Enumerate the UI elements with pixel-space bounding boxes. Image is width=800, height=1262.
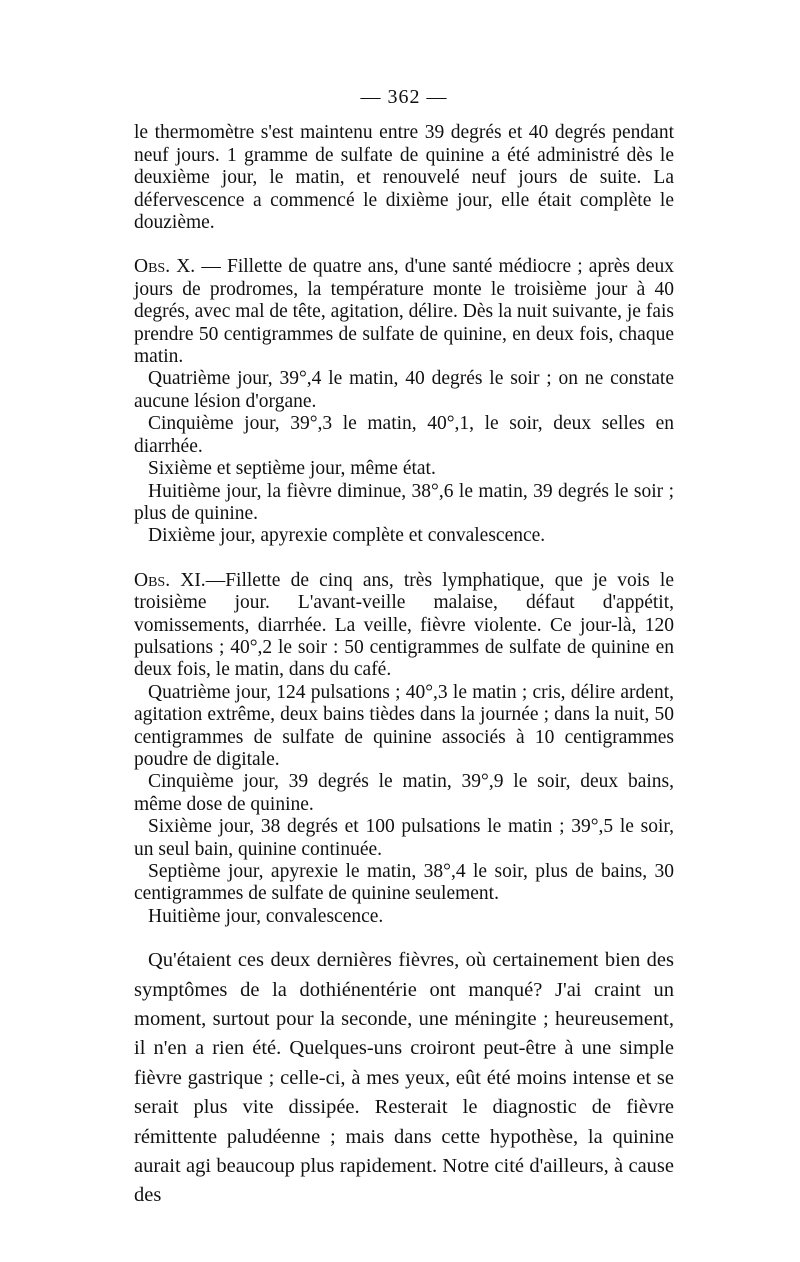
spacer [134,548,674,570]
paragraph-intro: le thermomètre s'est maintenu entre 39 degrés et 40 degrés pendant neuf jours. 1 gramme de sulfate de quinine a été administré dès le deuxième jour, le matin, et renouvelé neuf jours de suite. La défervescence a commencé le dixième jour, elle était complète le douzième. [134,122,674,234]
observation-text: —Fillette de cinq ans, très lymphatique, que je vois le troisième jour. L'avant-veille malaise, défaut d'appétit, vomissements, diarrhée. La veille, fièvre violente. Ce jour-là, 120 pulsations ; 40°,2 le soir : 50 centigrammes de sulfate de quinine en deux fois, le matin, dans du café. [134,569,674,681]
observation-text: — Fillette de quatre ans, d'une santé médiocre ; après deux jours de prodromes, la température monte le troisième jour à 40 degrés, avec mal de tête, agitation, délire. Dès la nuit suivante, je fais prendre 50 centigrammes de sulfate de quinine, en deux fois, chaque matin. [134,256,674,368]
page-number: — 362 — [360,86,448,108]
paragraph-obs-x-day5: Cinquième jour, 39°,3 le matin, 40°,1, le soir, deux selles en diarrhée. [134,413,674,457]
paragraph-obs-x-day6: Sixième et septième jour, même état. [148,458,436,480]
paragraph-obs-xi-day6: Sixième jour, 38 degrés et 100 pulsations le matin ; 39°,5 le soir, un seul bain, quinine continuée. [134,816,674,860]
paragraph-obs-xi-day4: Quatrième jour, 124 pulsations ; 40°,3 le matin ; cris, délire ardent, agitation extrême, deux bains tièdes dans la journée ; dans la nuit, 50 centigrammes de sulfate de quinine associés à 10 centigrammes poudre de digitale. [134,681,674,770]
paragraph-obs-xi-day5: Cinquième jour, 39 degrés le matin, 39°,9 le soir, deux bains, même dose de quinine. [134,771,674,815]
paragraph-obs-x-day4: Quatrième jour, 39°,4 le matin, 40 degrés le soir ; on ne constate aucune lésion d'organe. [134,368,674,412]
paragraph-obs-x-day8: Huitième jour, la fièvre diminue, 38°,6 le matin, 39 degrés le soir ; plus de quinine. [134,480,674,524]
paragraph-obs-x [134,256,674,368]
paragraph-obs-xi [134,570,674,682]
spacer [134,234,674,256]
document-page [134,86,674,1211]
observation-label: Obs. XI. [134,569,206,591]
paragraph-obs-x-day10: Dixième jour, apyrexie complète et convalescence. [148,525,546,547]
spacer [134,928,674,946]
paragraph-obs-xi-day8: Huitième jour, convalescence. [148,905,384,927]
paragraph-discussion: Qu'étaient ces deux dernières fièvres, où certainement bien des symptômes de la dothiénentérie ont manqué? J'ai craint un moment, surtout pour la seconde, une méningite ; heureusement, il n'en a rien été. Quelques-uns croiront peut-être à une simple fièvre gastrique ; celle-ci, à mes yeux, eût été moins intense et se serait plus vite dissipée. Resterait le diagnostic de fièvre rémittente paludéenne ; mais dans cette hypothèse, la quinine aurait agi beaucoup plus rapidement. Notre cité d'ailleurs, à cause des [134,949,674,1207]
observation-label: Obs. X. [134,256,196,278]
paragraph-obs-xi-day7: Septième jour, apyrexie le matin, 38°,4 le soir, plus de bains, 30 centigrammes de sulfate de quinine seulement. [134,861,674,905]
